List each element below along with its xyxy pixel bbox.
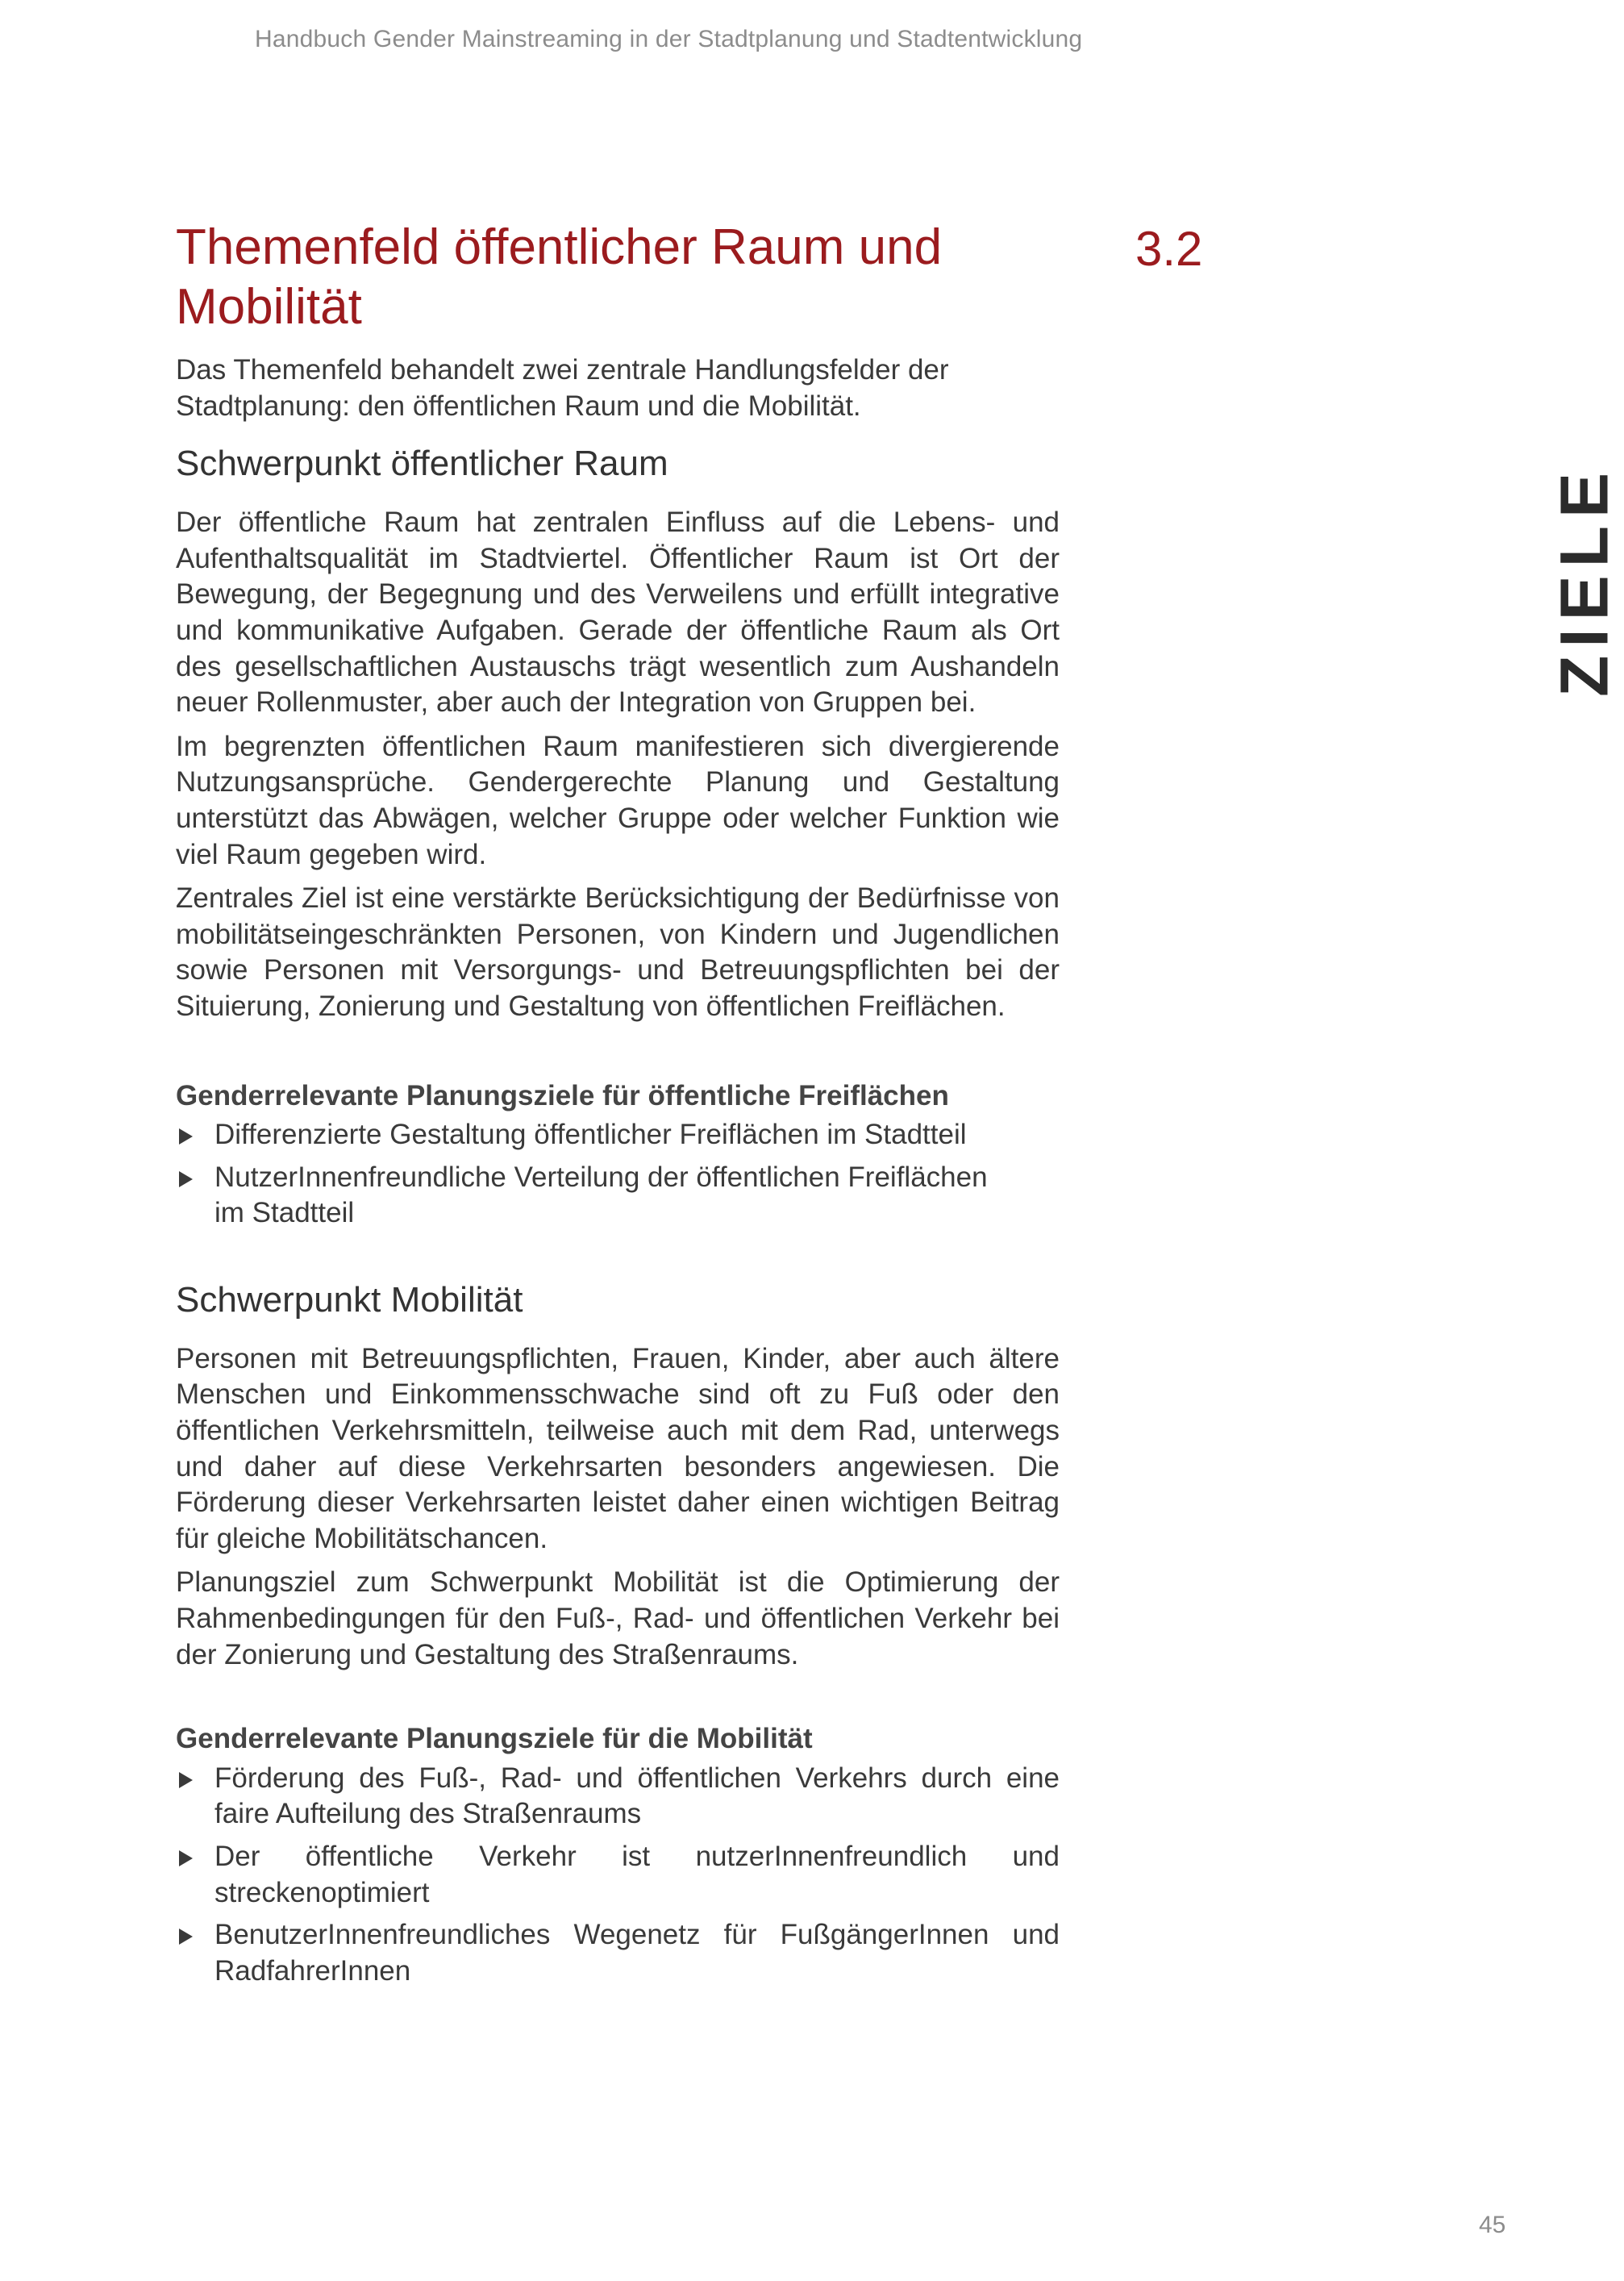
side-tab-label: ZIELE (1546, 464, 1622, 698)
list-item (176, 1160, 1014, 1232)
list-item-text: Förderung des Fuß-, Rad- und öffentlichen Verkehrs durch eine faire Aufteilung des Straßenraums (214, 1762, 1060, 1830)
goals-list-mobility (176, 1761, 1060, 1990)
triangle-bullet-icon (179, 1772, 193, 1788)
paragraph: Personen mit Betreuungspflichten, Frauen, Kinder, aber auch ältere Menschen und Einkommensschwache sind oft zu Fuß oder den öffentlichen Verkehrsmitteln, teilweise auch mit dem Rad, unterwegs und daher auf diese Verkehrsarten besonders angewiesen. Die Förderung dieser Verkehrsarten leistet daher einen wichtigen Beitrag für gleiche Mobilitätschancen. (176, 1342, 1060, 1554)
paragraph: Im begrenzten öffentlichen Raum manifestieren sich divergierende Nutzungsansprüche. Gendergerechte Planung und Gestaltung unterstützt das Abwägen, welcher Gruppe oder welcher Funktion wie viel Raum gegeben wird. (176, 730, 1060, 870)
page-number: 45 (1479, 2212, 1506, 2238)
goals-heading-mobility: Genderrelevante Planungsziele für die Mobilität (176, 1723, 813, 1755)
triangle-bullet-icon (179, 1850, 193, 1866)
section-number: 3.2 (1135, 222, 1203, 276)
list-item-text: Differenzierte Gestaltung öffentlicher Freiflächen im Stadtteil (214, 1119, 967, 1151)
running-header: Handbuch Gender Mainstreaming in der Stadtplanung und Stadtentwicklung (255, 26, 1083, 52)
list-item-text: NutzerInnenfreundliche Verteilung der öffentlichen Freiflächen im Stadtteil (214, 1161, 988, 1229)
side-tab (1546, 464, 1622, 698)
section-heading-mobility: Schwerpunkt Mobilität (176, 1279, 523, 1320)
triangle-bullet-icon (179, 1929, 193, 1945)
triangle-bullet-icon (179, 1128, 193, 1145)
list-item (176, 1917, 1060, 1989)
paragraph: Planungsziel zum Schwerpunkt Mobilität ist die Optimierung der Rahmenbedingungen für den Fuß-, Rad- und öffentlichen Verkehr bei der Zonierung und Gestaltung des Straßenraums. (176, 1566, 1060, 1670)
intro-paragraph: Das Themenfeld behandelt zwei zentrale Handlungsfelder der Stadtplanung: den öffentlichen Raum und die Mobilität. (176, 354, 949, 422)
paragraph: Der öffentliche Raum hat zentralen Einfluss auf die Lebens- und Aufenthaltsqualität im Stadtviertel. Öffentlicher Raum ist Ort der Bewegung, der Begegnung und des Verweilens und erfüllt integrative und kommunikative Aufgaben. Gerade der öffentliche Raum als Ort des gesellschaftlichen Austauschs trägt wesentlich zum Aushandeln neuer Rollenmuster, aber auch der Integration von Gruppen bei. (176, 507, 1060, 719)
section-heading-public-space: Schwerpunkt öffentlicher Raum (176, 444, 668, 484)
list-item-text: Der öffentliche Verkehr ist nutzerInnenfreundlich und streckenoptimiert (214, 1841, 1060, 1908)
triangle-bullet-icon (179, 1171, 193, 1187)
goals-heading-public-space: Genderrelevante Planungsziele für öffentliche Freiflächen (176, 1079, 949, 1111)
goals-list-public-space (176, 1117, 1060, 1232)
list-item (176, 1761, 1060, 1833)
chapter-title: Themenfeld öffentlicher Raum und Mobilität (176, 219, 943, 335)
list-item-text: BenutzerInnenfreundliches Wegenetz für FußgängerInnen und RadfahrerInnen (214, 1919, 1060, 1987)
paragraph: Zentrales Ziel ist eine verstärkte Berücksichtigung der Bedürfnisse von mobilitätseingeschränkten Personen, von Kindern und Jugendlichen sowie Personen mit Versorgungs- und Betreuungspflichten bei der Situierung, Zonierung und Gestaltung von öffentlichen Freiflächen. (176, 882, 1060, 1022)
main-content (176, 352, 1060, 1995)
list-item (176, 1839, 1060, 1911)
list-item (176, 1117, 1060, 1153)
